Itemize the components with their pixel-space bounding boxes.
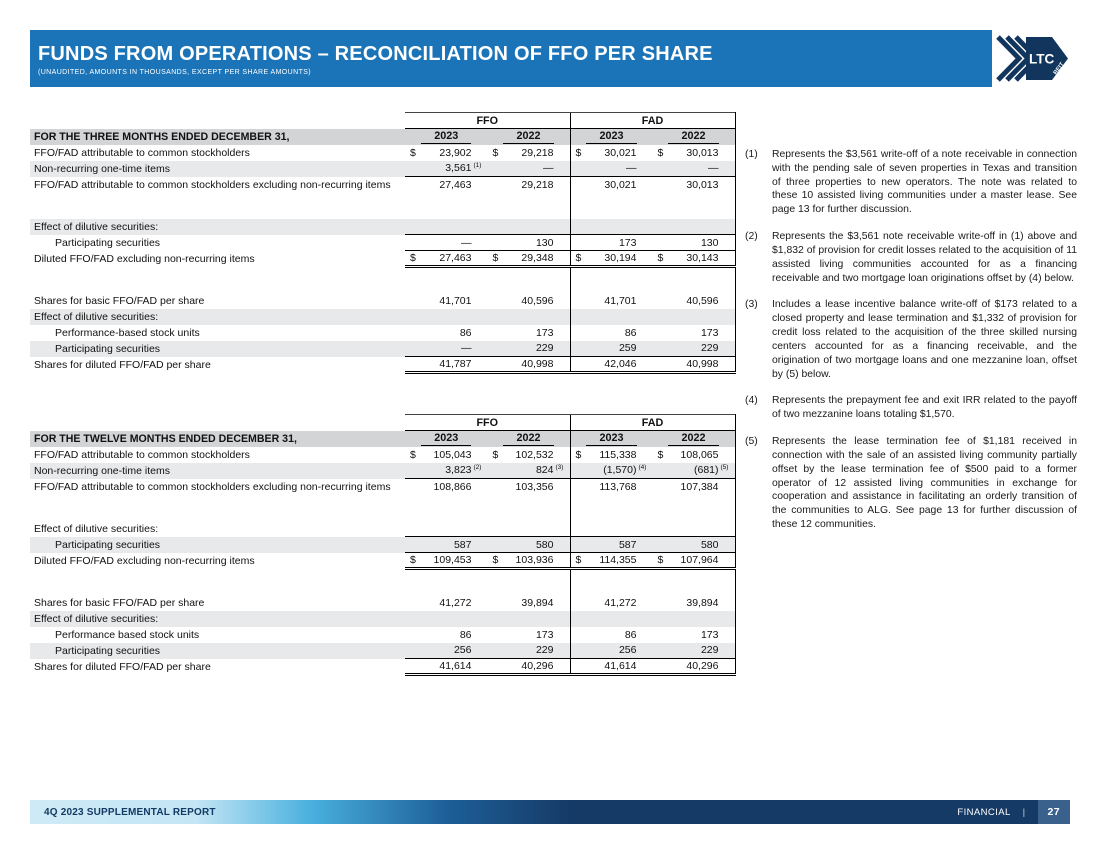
twelve-months-table <box>30 414 735 676</box>
table-cell: 41,614 <box>405 659 488 675</box>
table-cell <box>488 521 571 537</box>
table-cell: 3,561 (1) <box>405 161 488 177</box>
row-label: Participating securities <box>55 236 161 249</box>
table-row <box>30 479 735 495</box>
page-subtitle: (UNAUDITED, AMOUNTS IN THOUSANDS, EXCEPT PER SHARE AMOUNTS) <box>38 68 312 76</box>
table-cell: 103,356 <box>488 479 571 495</box>
table-cell: 41,787 <box>405 357 488 373</box>
spacer-row <box>30 495 735 521</box>
table-cell: 108,866 <box>405 479 488 495</box>
table-cell: — <box>405 235 488 251</box>
table-cell: 86 <box>459 326 472 339</box>
table-row <box>30 341 735 357</box>
spacer-row <box>30 569 735 595</box>
table-cell: $ 102,532 <box>492 448 554 461</box>
table-row <box>30 161 735 177</box>
row-label: Non-recurring one-time items <box>30 463 405 479</box>
table-cell: 27,463 <box>405 177 488 193</box>
table-cell: $ 107,964 <box>653 553 736 569</box>
table-row <box>30 659 735 675</box>
table-row <box>30 643 735 659</box>
table-cell <box>570 219 653 235</box>
table-cell: $ 109,453 <box>405 553 488 569</box>
table-cell: $ 108,065 <box>653 447 736 463</box>
table-cell: $ 30,143 <box>653 251 736 267</box>
table-cell <box>653 219 736 235</box>
table-cell: 107,384 <box>653 479 736 495</box>
table-cell: — <box>488 161 571 177</box>
table-row <box>30 627 735 643</box>
table-cell: 40,998 <box>653 357 736 373</box>
table-cell: 580 <box>488 537 571 553</box>
spacer-row <box>30 193 735 219</box>
table-cell: 173 <box>570 235 653 251</box>
row-label: Shares for basic FFO/FAD per share <box>34 596 205 609</box>
row-label: Effect of dilutive securities: <box>30 219 405 235</box>
table-row <box>30 447 735 463</box>
table-cell <box>570 521 653 537</box>
table-cell: 29,218 <box>488 177 571 193</box>
table-row <box>30 145 735 161</box>
period-header-row <box>30 129 735 145</box>
footer-right <box>957 800 1070 824</box>
table-cell <box>653 611 736 627</box>
table-cell: 30,013 <box>653 177 736 193</box>
row-label: Performance-based stock units <box>55 326 200 339</box>
table-cell: 40,998 <box>488 357 571 373</box>
period-label: FOR THE THREE MONTHS ENDED DECEMBER 31, <box>30 129 405 145</box>
table-cell: $ 30,013 <box>653 145 736 161</box>
year-header: 2022 <box>488 129 571 145</box>
tables-section <box>30 112 735 676</box>
row-label: Shares for basic FFO/FAD per share <box>34 294 205 307</box>
table-cell: — <box>405 341 488 357</box>
year-header: 2022 <box>488 431 571 447</box>
table-cell: 229 <box>653 341 736 357</box>
table-row <box>30 177 735 193</box>
year-header: 2023 <box>405 431 488 447</box>
table-cell <box>488 219 571 235</box>
row-label: Shares for diluted FFO/FAD per share <box>34 660 211 673</box>
table-cell: $ 105,043 <box>410 448 472 461</box>
ltc-reit-logo <box>992 30 1070 87</box>
year-header: 2023 <box>570 129 653 145</box>
financial-table <box>30 414 736 676</box>
table-cell: $ 30,194 <box>570 251 653 267</box>
table-cell: 113,768 <box>570 479 653 495</box>
table-row <box>30 537 735 553</box>
year-header: 2023 <box>570 431 653 447</box>
table-cell: 256 <box>570 643 653 659</box>
table-cell: 130 <box>653 235 736 251</box>
row-label: Diluted FFO/FAD excluding non-recurring items <box>34 252 255 265</box>
group-header-ffo: FFO <box>405 113 570 129</box>
table-cell <box>570 309 653 325</box>
row-label: Participating securities <box>30 341 405 357</box>
table-cell: $ 29,348 <box>488 251 571 267</box>
table-row <box>30 325 735 341</box>
table-row <box>30 463 735 479</box>
ltc-logo-graphic <box>992 30 1070 87</box>
table-cell: 173 <box>535 628 554 641</box>
table-cell: $ 114,355 <box>570 553 653 569</box>
table-cell: $ 27,463 <box>405 251 488 267</box>
table-cell: 42,046 <box>570 357 653 373</box>
table-cell: 580 <box>653 537 736 553</box>
table-cell: — <box>653 161 736 177</box>
row-label: Non-recurring one-time items <box>30 161 405 177</box>
table-cell <box>405 611 488 627</box>
table-cell: $ 115,338 <box>570 447 653 463</box>
table-cell: 587 <box>570 537 653 553</box>
row-label: FFO/FAD attributable to common stockholders excluding non-recurring items <box>34 480 391 493</box>
report-name-label: 4Q 2023 SUPPLEMENTAL REPORT <box>44 806 216 818</box>
row-label: Diluted FFO/FAD excluding non-recurring items <box>34 554 255 567</box>
table-cell: $ 103,936 <box>488 553 571 569</box>
period-header-row <box>30 431 735 447</box>
table-cell: 587 <box>405 537 488 553</box>
table-cell: 256 <box>405 643 488 659</box>
table-cell: 229 <box>488 341 571 357</box>
group-header-row <box>30 113 735 129</box>
spacer-row <box>30 267 735 293</box>
footer-bar <box>30 800 1070 824</box>
header-bar <box>30 30 1070 87</box>
table-cell: $ 29,218 <box>492 146 554 159</box>
table-cell: 40,596 <box>653 293 736 309</box>
group-header-ffo: FFO <box>405 415 570 431</box>
row-label: FFO/FAD attributable to common stockholders excluding non-recurring items <box>34 178 391 191</box>
footnote-number: (5) <box>745 436 758 448</box>
table-cell <box>488 309 571 325</box>
table-cell: 41,701 <box>439 294 472 307</box>
page-number: 27 <box>1038 800 1070 824</box>
header-titles <box>30 42 713 76</box>
footnote <box>745 394 1077 422</box>
footnote <box>745 230 1077 285</box>
table-row <box>30 251 735 267</box>
table-cell: 86 <box>570 627 653 643</box>
group-header-row <box>30 415 735 431</box>
period-label: FOR THE TWELVE MONTHS ENDED DECEMBER 31, <box>30 431 405 447</box>
table-cell: 229 <box>653 643 736 659</box>
table-cell: — <box>570 161 653 177</box>
three-months-table <box>30 112 735 374</box>
table-cell: 259 <box>570 341 653 357</box>
row-label: FFO/FAD attributable to common stockholders <box>34 146 250 159</box>
row-label: Participating securities <box>30 537 405 553</box>
table-cell: 824 (3) <box>488 463 571 479</box>
footnote <box>745 435 1077 532</box>
table-row <box>30 357 735 373</box>
table-row <box>30 309 735 325</box>
table-row <box>30 595 735 611</box>
footnote <box>745 148 1077 217</box>
footnote-number: (3) <box>745 299 758 311</box>
footnote-text: Represents the $3,561 write-off of a note receivable in connection with the pending sale of seven properties in Texas and transition of three properties to new operators. The note was related to these 10 assisted living communities under a master lease. See page 13 for further discussion. <box>772 149 1077 216</box>
table-cell: $ 30,021 <box>570 145 653 161</box>
table-cell <box>653 521 736 537</box>
footnote-text: Represents the lease termination fee of $1,181 received in connection with the sale of an assisted living community partially offset by the lease termination fee of $500 paid to a former operator of 12 assisted living communities in exchange for cooperation and assistance in facilitating an orderly transition of the communities to ALG. See page 13 for further discussion of these 12 communities. <box>772 436 1077 531</box>
row-label: Effect of dilutive securities: <box>30 309 405 325</box>
financial-table <box>30 112 736 374</box>
table-cell <box>405 309 488 325</box>
row-label: Shares for diluted FFO/FAD per share <box>34 358 211 371</box>
table-cell: 3,823 (2) <box>405 463 488 479</box>
table-cell: 130 <box>488 235 571 251</box>
footnote-text: Represents the $3,561 note receivable write-off in (1) above and $1,832 of provision for credit losses related to the acquisition of 11 assisted living communities accounted for as a financing receivable and two mortgage loan originations offset by (4) below. <box>772 231 1077 284</box>
table-cell: 86 <box>570 325 653 341</box>
table-cell: $ 23,902 <box>410 146 472 159</box>
table-cell: 173 <box>535 326 554 339</box>
page-title: FUNDS FROM OPERATIONS – RECONCILIATION OF FFO PER SHARE <box>38 42 713 65</box>
row-label: Effect of dilutive securities: <box>30 611 405 627</box>
footnote-number: (1) <box>745 149 758 160</box>
row-label: FFO/FAD attributable to common stockholders <box>34 448 250 461</box>
table-cell: 173 <box>653 325 736 341</box>
table-cell: 41,272 <box>570 595 653 611</box>
table-row <box>30 521 735 537</box>
logo-reit-text: REIT <box>1052 61 1066 77</box>
row-label: Effect of dilutive securities: <box>34 522 159 535</box>
footnotes <box>745 148 1077 545</box>
year-header: 2022 <box>653 431 736 447</box>
table-cell <box>570 611 653 627</box>
table-cell: 86 <box>459 628 472 641</box>
table-cell: 41,614 <box>570 659 653 675</box>
table-cell: 40,296 <box>488 659 571 675</box>
table-cell: 41,272 <box>439 596 472 609</box>
table-row <box>30 219 735 235</box>
year-header: 2022 <box>653 129 736 145</box>
table-cell: (1,570) (4) <box>570 463 653 479</box>
footnote-number: (2) <box>745 231 758 243</box>
group-header-fad: FAD <box>570 415 735 431</box>
section-label: FINANCIAL <box>957 806 1011 818</box>
footnote-text: Includes a lease incentive balance write-off of $173 related to a closed property and lease termination and $1,332 of provision for credit loss related to the acquisition of the three skilled nursing centers accounted for as a financing receivable, and the origination of two mortgage loans and one mezzanine loan, offset by (5) below. <box>772 299 1077 380</box>
table-row <box>30 293 735 309</box>
row-label: Participating securities <box>30 643 405 659</box>
table-cell <box>653 309 736 325</box>
table-cell <box>405 219 488 235</box>
table-row <box>30 235 735 251</box>
table-cell <box>405 521 488 537</box>
table-cell: 41,701 <box>570 293 653 309</box>
logo-ltc-text: LTC <box>1029 51 1055 67</box>
table-cell: 40,596 <box>521 294 554 307</box>
group-header-fad: FAD <box>570 113 735 129</box>
table-cell: 173 <box>653 627 736 643</box>
table-cell <box>488 611 571 627</box>
table-cell: 30,021 <box>570 177 653 193</box>
footnote <box>745 298 1077 381</box>
table-cell: 40,296 <box>653 659 736 675</box>
table-cell: 39,894 <box>521 596 554 609</box>
table-row <box>30 611 735 627</box>
table-row <box>30 553 735 569</box>
table-cell: (681) (5) <box>653 463 736 479</box>
table-cell: 39,894 <box>653 595 736 611</box>
table-cell: 229 <box>488 643 571 659</box>
footnote-number: (4) <box>745 395 758 407</box>
year-header: 2023 <box>405 129 488 145</box>
footnote-text: Represents the prepayment fee and exit IRR related to the payoff of two mezzanine loans totaling $1,570. <box>772 395 1077 421</box>
footer-divider: | <box>1022 806 1026 818</box>
row-label: Performance based stock units <box>55 628 200 641</box>
